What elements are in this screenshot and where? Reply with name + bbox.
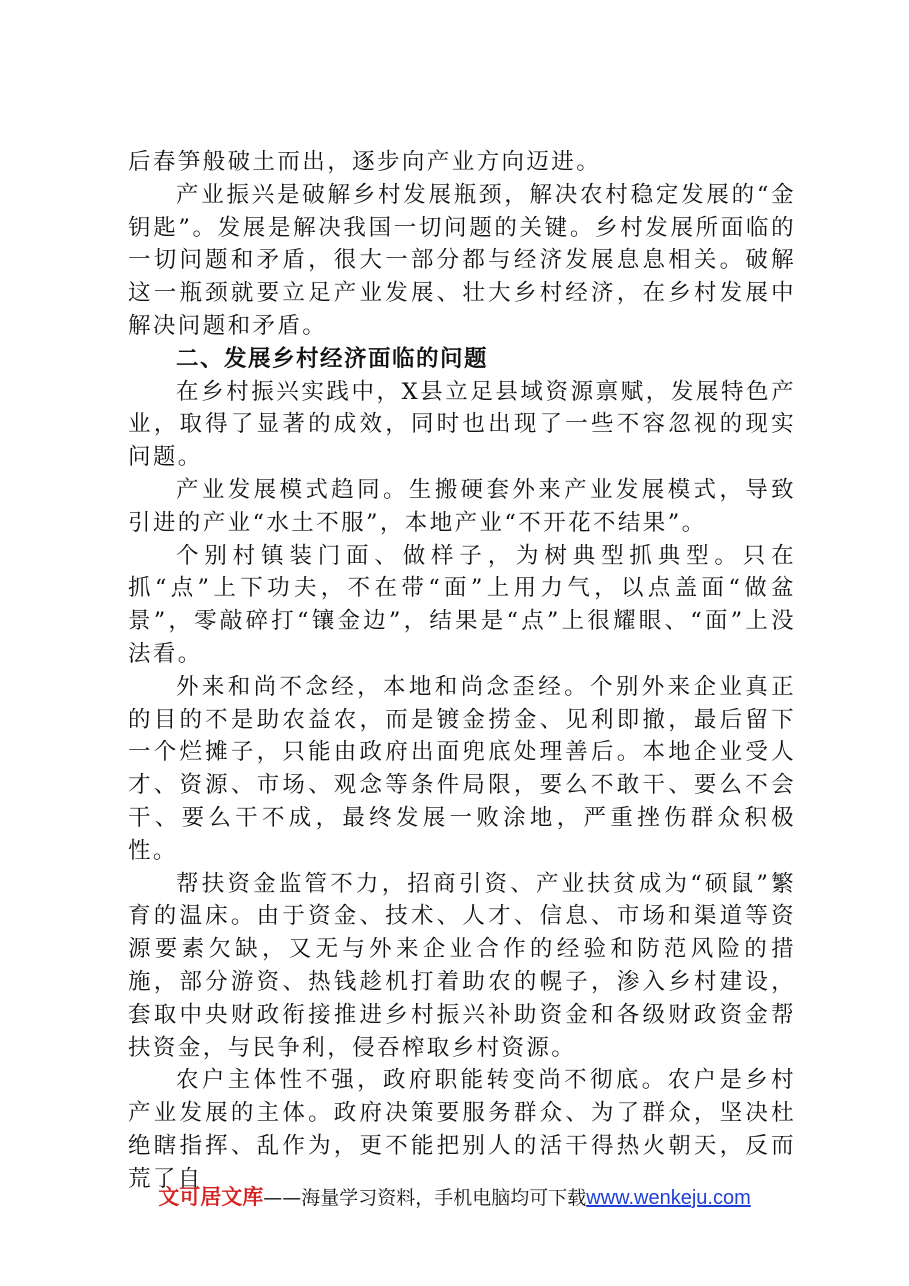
- footer-link[interactable]: www.wenkeju.com: [586, 1187, 751, 1209]
- paragraph: 个别村镇装门面、做样子，为树典型抓典型。只在抓“点”上下功夫，不在带“面”上用力气，以点盖面“做盆景”，零敲碎打“镶金边”，结果是“点”上很耀眼、“面”上没法看。: [128, 542, 796, 667]
- paragraph-continuation: 后春笋般破土而出，逐步向产业方向迈进。: [128, 149, 602, 175]
- paragraph: 产业发展模式趋同。生搬硬套外来产业发展模式，导致引进的产业“水土不服”，本地产业“不开花不结果”。: [128, 476, 796, 536]
- footer-banner: [0, 1184, 909, 1211]
- paragraph: 帮扶资金监管不力，招商引资、产业扶贫成为“硕鼠”繁育的温床。由于资金、技术、人才、信息、市场和渠道等资源要素欠缺，又无与外来企业合作的经验和防范风险的措施，部分游资、热钱趁机打着助农的幌子，渗入乡村建设，套取中央财政衔接推进乡村振兴补助资金和各级财政资金帮扶资金，与民争利，侵吞榨取乡村资源。: [128, 870, 796, 1061]
- section-heading: 二、发展乡村经济面临的问题: [176, 345, 489, 372]
- paragraph: 产业振兴是破解乡村发展瓶颈，解决农村稳定发展的“金钥匙”。发展是解决我国一切问题的关键。乡村发展所面临的一切问题和矛盾，很大一部分都与经济发展息息相关。破解这一瓶颈就要立足产业发展、壮大乡村经济，在乡村发展中解决问题和矛盾。: [128, 181, 796, 339]
- footer-brand: 文可居文库: [158, 1185, 264, 1209]
- document-body: [128, 146, 796, 1196]
- paragraph: 外来和尚不念经，本地和尚念歪经。个别外来企业真正的目的不是助农益农，而是镀金捞金、见利即撤，最后留下一个烂摊子，只能由政府出面兜底处理善后。本地企业受人才、资源、市场、观念等条件局限，要么不敢干、要么不会干、要么干不成，最终发展一败涂地，严重挫伤群众积极性。: [128, 673, 796, 864]
- paragraph: 农户主体性不强，政府职能转变尚不彻底。农户是乡村产业发展的主体。政府决策要服务群众、为了群众，坚决杜绝瞎指挥、乱作为，更不能把别人的活干得热火朝天，反而荒了自: [128, 1067, 796, 1192]
- footer-slogan: ——海量学习资料，手机电脑均可下载: [263, 1187, 587, 1209]
- paragraph: 在乡村振兴实践中，X县立足县域资源禀赋，发展特色产业，取得了显著的成效，同时也出现了一些不容忽视的现实问题。: [128, 378, 796, 471]
